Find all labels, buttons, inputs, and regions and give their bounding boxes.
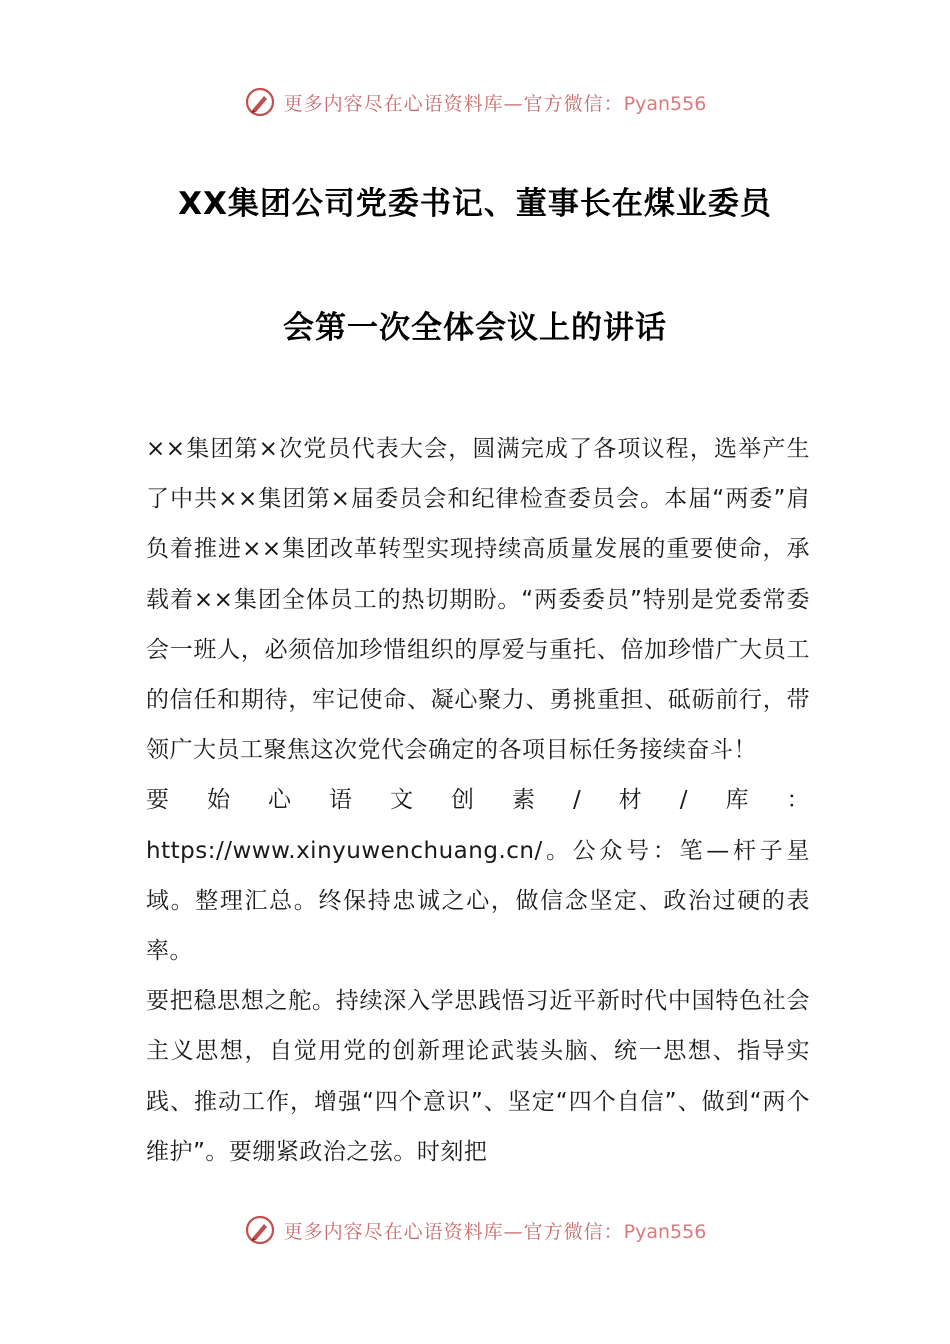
document-body <box>146 424 810 1177</box>
body-paragraph: ××集团第×次党员代表大会，圆满完成了各项议程，选举产生了中共××集团第×届委员会和纪律检查委员会。本届“两委”肩负着推进××集团改革转型实现持续高质量发展的重要使命，承载着××集团全体员工的热切期盼。“两委委员”特别是党委常委会一班人，必须倍加珍惜组织的厚爱与重托、倍加珍惜广大员工的信任和期待，牢记使命、凝心聚力、勇挑重担、砥砺前行，带领广大员工聚焦这次党代会确定的各项目标任务接续奋斗！ <box>146 436 810 764</box>
body-paragraph: 要始心语文创素/材/库：https://www.xinyuwenchuang.cn/。公众号：笔—杆子星域。整理汇总。终保持忠诚之心，做信念坚定、政治过硬的表率。 <box>146 787 810 965</box>
footer-watermark <box>0 1210 950 1250</box>
watermark-text: 更多内容尽在心语资料库—官方微信：Pyan556 <box>283 1220 707 1243</box>
document-title-line-1: XX集团公司党委书记、董事长在煤业委员 <box>178 186 772 222</box>
watermark-text: 更多内容尽在心语资料库—官方微信：Pyan556 <box>283 92 707 115</box>
watermark-wechat-id: Pyan556 <box>623 1220 707 1243</box>
header-watermark <box>0 82 950 122</box>
pen-logo-icon <box>244 1214 276 1246</box>
watermark-wechat-id: Pyan556 <box>623 92 707 115</box>
pen-logo-icon <box>244 86 276 118</box>
body-paragraph: 要把稳思想之舵。持续深入学思践悟习近平新时代中国特色社会主义思想，自觉用党的创新理论武装头脑、统一思想、指导实践、推动工作，增强“四个意识”、坚定“四个自信”、做到“两个维护”。要绷紧政治之弦。时刻把 <box>146 988 810 1165</box>
document-title-line-2: 会第一次全体会议上的讲话 <box>283 310 667 346</box>
